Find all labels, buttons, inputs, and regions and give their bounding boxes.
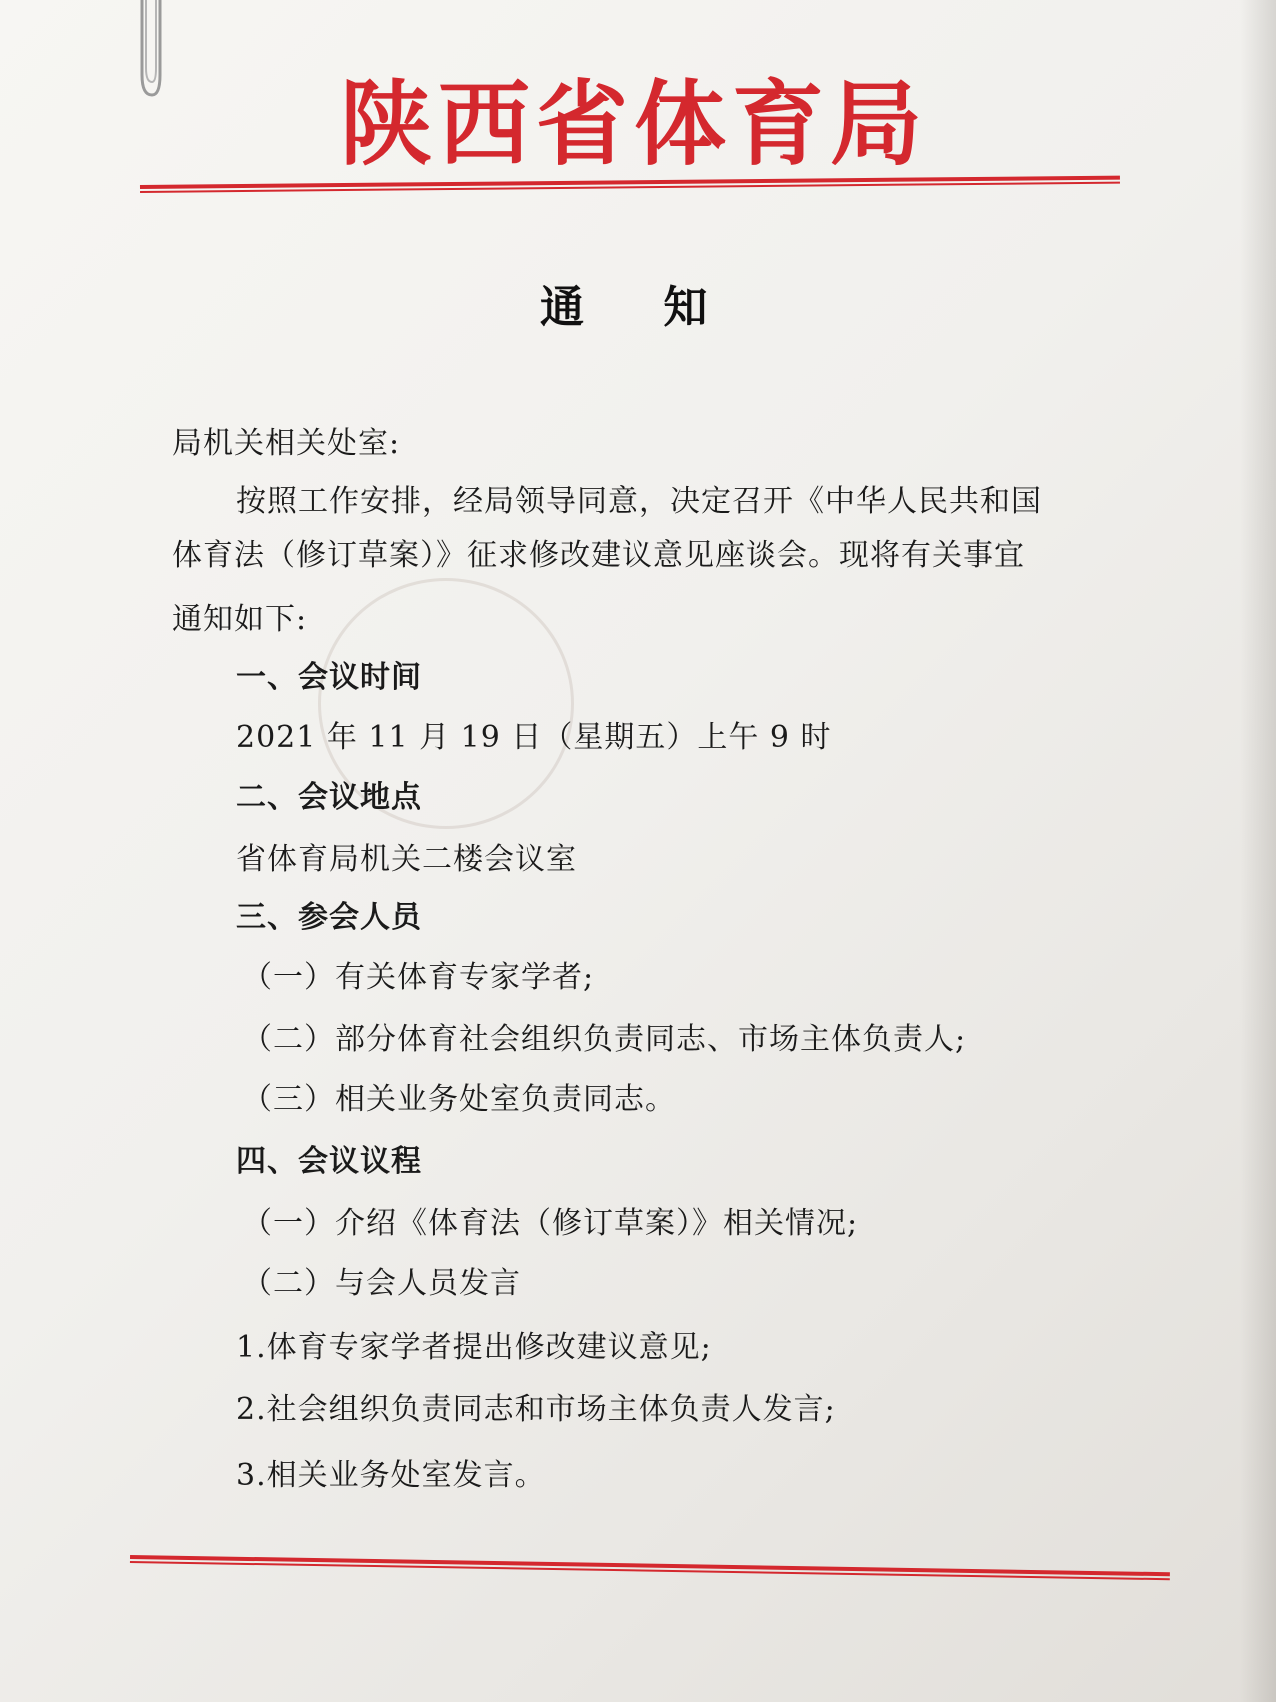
section-heading-time: 一、会议时间: [236, 660, 422, 695]
agenda-sub-item: 3.相关业务处室发言。: [236, 1458, 546, 1493]
attendee-item: （二）部分体育社会组织负责同志、市场主体负责人;: [242, 1022, 967, 1057]
agenda-sub-item: 2.社会组织负责同志和市场主体负责人发言;: [236, 1392, 836, 1427]
intro-line-2: 体育法（修订草案）》征求修改建议意见座谈会。现将有关事宜: [172, 538, 1025, 573]
agenda-sub-item: 1.体育专家学者提出修改建议意见;: [236, 1330, 712, 1365]
section-heading-attendees: 三、参会人员: [236, 900, 422, 935]
letterhead-bottom-rule: [130, 1555, 1170, 1580]
page-edge-shadow: [1240, 0, 1276, 1702]
section-heading-venue: 二、会议地点: [236, 780, 422, 815]
section-heading-agenda: 四、会议议程: [236, 1144, 422, 1179]
agenda-item: （一）介绍《体育法（修订草案）》相关情况;: [242, 1206, 859, 1241]
letterhead-org-name: 陕西省体育局: [340, 71, 929, 178]
salutation: 局机关相关处室:: [172, 426, 401, 461]
attendee-item: （一）有关体育专家学者;: [242, 960, 595, 995]
notice-title: 通 知: [540, 282, 710, 333]
intro-line-3: 通知如下:: [172, 602, 308, 637]
meeting-time: 2021 年 11 月 19 日（星期五）上午 9 时: [236, 720, 832, 755]
intro-line-1: 按照工作安排，经局领导同意，决定召开《中华人民共和国: [236, 484, 1042, 519]
attendee-item: （三）相关业务处室负责同志。: [242, 1082, 676, 1117]
agenda-item: （二）与会人员发言: [242, 1266, 521, 1301]
meeting-venue: 省体育局机关二楼会议室: [236, 842, 577, 877]
paperclip-icon: [132, 0, 162, 105]
